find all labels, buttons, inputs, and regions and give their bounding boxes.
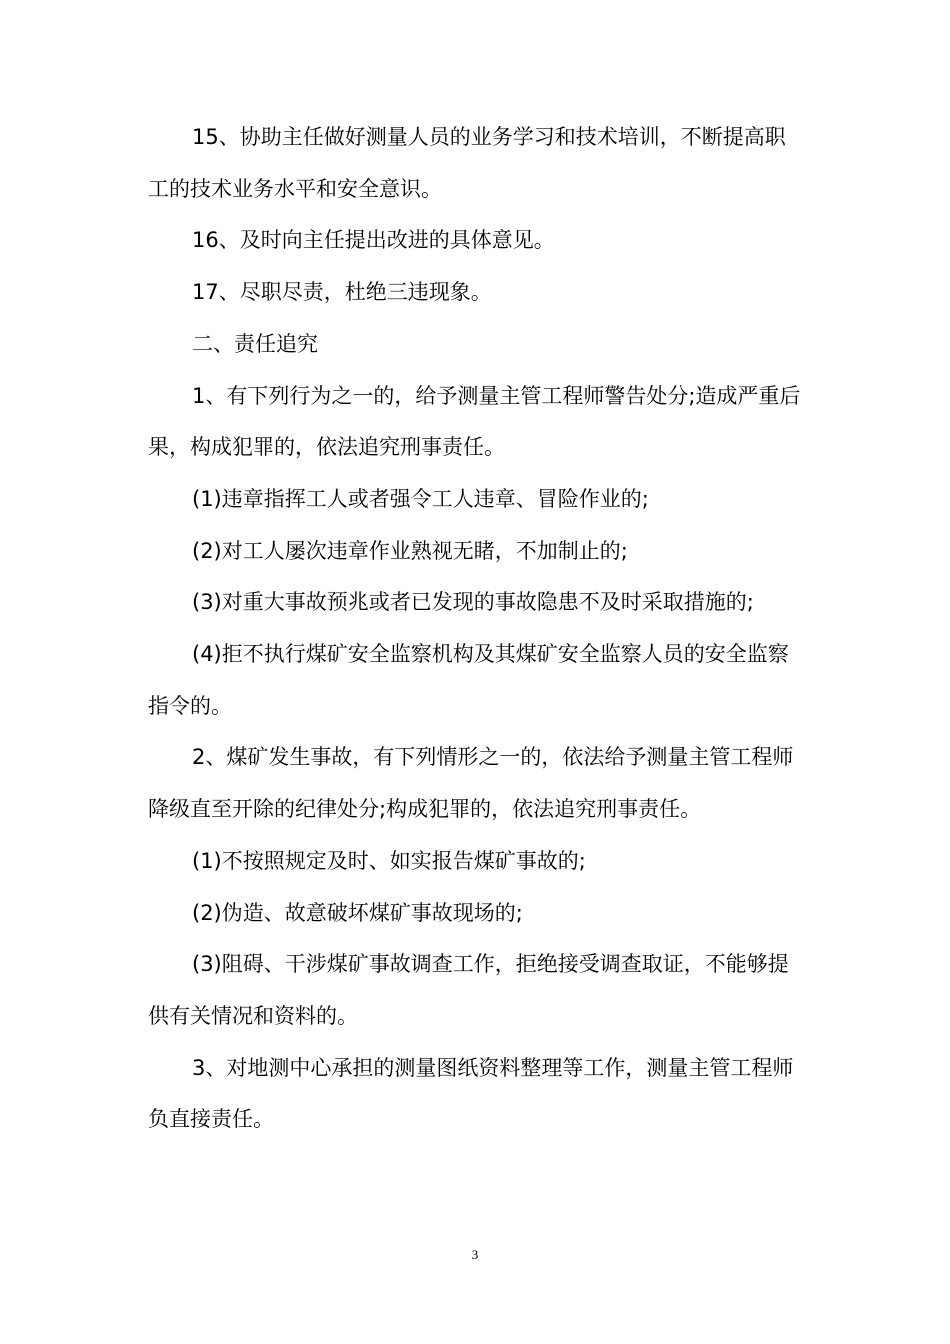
paragraph-clause-2: 2、煤矿发生事故，有下列情形之一的，依法给予测量主管工程师降级直至开除的纪律处分;构成犯罪的，依法追究刑事责任。 xyxy=(148,745,794,822)
paragraph-item-17: 17、尽职尽责，杜绝三违现象。 xyxy=(192,280,492,305)
paragraph-subclause-1-2: (2)对工人屡次违章作业熟视无睹，不加制止的; xyxy=(192,538,628,563)
paragraph-item-15: 15、协助主任做好测量人员的业务学习和技术培训，不断提高职工的技术业务水平和安全意识。 xyxy=(148,125,786,201)
section-heading-responsibility: 二、责任追究 xyxy=(192,331,318,356)
paragraph-clause-3: 3、对地测中心承担的测量图纸资料整理等工作，测量主管工程师负直接责任。 xyxy=(148,1055,794,1132)
paragraph-subclause-1-4: (4)拒不执行煤矿安全监察机构及其煤矿安全监察人员的安全监察指令的。 xyxy=(148,642,789,718)
paragraph-subclause-1-1: (1)违章指挥工人或者强令工人违章、冒险作业的; xyxy=(192,486,649,511)
page-number: 3 xyxy=(471,1247,479,1262)
paragraph-subclause-2-3: (3)阻碍、干涉煤矿事故调查工作，拒绝接受调查取证，不能够提供有关情况和资料的。 xyxy=(148,952,789,1028)
paragraph-subclause-1-3: (3)对重大事故预兆或者已发现的事故隐患不及时采取措施的; xyxy=(192,590,754,615)
paragraph-item-16: 16、及时向主任提出改进的具体意见。 xyxy=(192,228,555,253)
document-body xyxy=(148,112,803,1146)
paragraph-subclause-2-2: (2)伪造、故意破坏煤矿事故现场的; xyxy=(192,900,523,925)
paragraph-clause-1: 1、有下列行为之一的，给予测量主管工程师警告处分;造成严重后果，构成犯罪的，依法追究刑事责任。 xyxy=(148,383,801,460)
paragraph-subclause-2-1: (1)不按照规定及时、如实报告煤矿事故的; xyxy=(192,848,586,873)
